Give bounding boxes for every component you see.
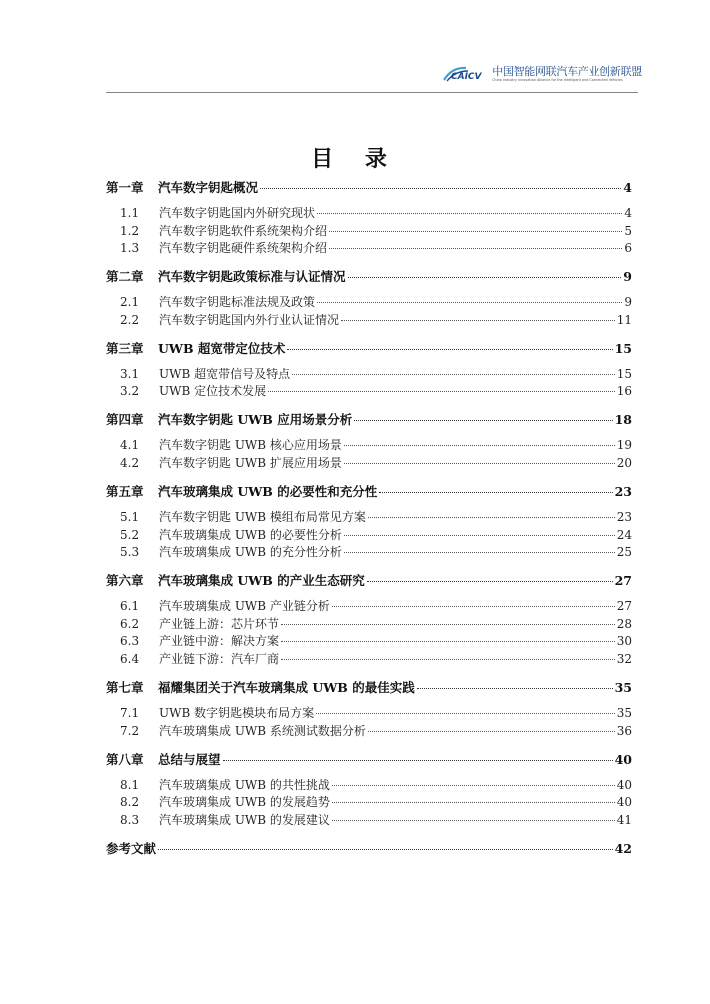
toc-chapter-row[interactable] xyxy=(106,750,632,768)
dot-leader xyxy=(316,713,615,714)
toc-section-row[interactable] xyxy=(106,632,632,649)
toc-page-number: 42 xyxy=(614,840,632,856)
toc-page-number: 23 xyxy=(616,510,632,524)
page-title: 目 录 xyxy=(311,147,399,172)
header-divider xyxy=(106,92,638,93)
toc-title: 汽车玻璃集成 UWB 的必要性分析 xyxy=(159,527,342,542)
dot-leader xyxy=(223,760,613,761)
toc-number: 7.2 xyxy=(120,723,140,738)
toc-title: 汽车数字钥匙概况 xyxy=(158,180,259,195)
toc-page-number: 30 xyxy=(616,634,632,649)
toc-chapter-row[interactable] xyxy=(106,178,632,196)
toc-section-row[interactable] xyxy=(106,722,632,739)
dot-leader xyxy=(281,624,615,625)
toc-page-number: 25 xyxy=(616,545,632,560)
toc-number: 2.1 xyxy=(120,295,140,310)
toc-number: 8.2 xyxy=(120,795,140,810)
toc-title: 产业链上游：芯片环节 xyxy=(159,616,280,631)
toc-title: 汽车玻璃集成 UWB 的产业生态研究 xyxy=(158,573,365,589)
toc-page-number: 27 xyxy=(616,599,632,614)
toc-number: 第八章 xyxy=(106,751,144,767)
toc-title: 产业链中游：解决方案 xyxy=(159,634,280,649)
toc-title: 汽车数字钥匙 UWB 应用场景分析 xyxy=(158,412,353,428)
toc-section-row[interactable] xyxy=(106,382,632,399)
org-name-cn: 中国智能网联汽车产业创新联盟 xyxy=(492,64,642,78)
toc-section-row[interactable] xyxy=(106,222,632,239)
toc-number: 第六章 xyxy=(106,573,144,589)
page-header xyxy=(442,62,642,86)
toc-page-number: 15 xyxy=(614,340,632,356)
toc-title: 汽车数字钥匙国内外研究现状 xyxy=(159,206,316,220)
dot-leader xyxy=(344,552,615,553)
dot-leader xyxy=(317,302,622,303)
toc-page-number: 5 xyxy=(624,223,632,238)
toc-title: UWB 超宽带信号及特点 xyxy=(159,366,291,381)
dot-leader xyxy=(367,581,613,582)
toc-section-row[interactable] xyxy=(106,436,632,453)
toc-title: 参考文献 xyxy=(106,840,157,856)
toc-title: 汽车玻璃集成 UWB 的必要性和充分性 xyxy=(158,484,378,499)
toc-number: 5.3 xyxy=(120,545,140,560)
toc-title: 汽车玻璃集成 UWB 产业链分析 xyxy=(159,599,330,614)
toc-title: 汽车玻璃集成 UWB 的发展建议 xyxy=(159,812,330,827)
toc-title: 汽车数字钥匙 UWB 扩展应用场景 xyxy=(159,456,342,470)
dot-leader xyxy=(260,188,621,189)
toc-number: 7.1 xyxy=(120,706,140,720)
toc-number: 第二章 xyxy=(106,269,144,285)
toc-page-number: 40 xyxy=(614,751,632,767)
toc-title: UWB 定位技术发展 xyxy=(159,384,267,399)
toc-chapter-row[interactable] xyxy=(106,571,632,589)
toc-number: 6.2 xyxy=(120,616,140,631)
logo-text: CAICV xyxy=(451,72,482,82)
toc-page-number: 15 xyxy=(616,366,632,381)
toc-number: 2.2 xyxy=(120,312,140,327)
toc-page-number: 4 xyxy=(623,180,632,195)
toc-section-row[interactable] xyxy=(106,204,632,221)
dot-leader xyxy=(329,231,622,232)
toc-section-row[interactable] xyxy=(106,776,632,793)
toc-section-row[interactable] xyxy=(106,454,632,471)
toc-section-row[interactable] xyxy=(106,239,632,256)
toc-title: 汽车玻璃集成 UWB 的共性挑战 xyxy=(159,777,330,792)
toc-page-number: 16 xyxy=(616,384,632,399)
toc-number: 6.3 xyxy=(120,634,140,649)
toc-section-row[interactable] xyxy=(106,793,632,810)
dot-leader xyxy=(348,277,622,278)
toc-title: UWB 数字钥匙模块布局方案 xyxy=(159,706,315,720)
toc-page-number: 27 xyxy=(614,573,632,589)
toc-number: 5.2 xyxy=(120,527,140,542)
dot-leader xyxy=(287,349,612,350)
dot-leader xyxy=(332,820,615,821)
toc-number: 1.3 xyxy=(120,241,140,256)
toc-page-number: 40 xyxy=(616,777,632,792)
toc-section-row[interactable] xyxy=(106,311,632,328)
toc-chapter-row[interactable] xyxy=(106,678,632,696)
toc-title: 汽车数字钥匙 UWB 核心应用场景 xyxy=(159,438,342,453)
toc-page-number: 18 xyxy=(614,412,632,428)
toc-title: 汽车数字钥匙 UWB 模组布局常见方案 xyxy=(159,510,366,524)
toc-section-row[interactable] xyxy=(106,293,632,310)
org-name-en: China Industry Innovation Alliance for the Intelligent and Connected Vehicles xyxy=(492,77,623,82)
dot-leader xyxy=(379,492,612,493)
toc-chapter-row[interactable] xyxy=(106,839,632,857)
toc-page-number: 32 xyxy=(616,652,632,666)
toc-chapter-row[interactable] xyxy=(106,482,632,500)
toc-section-row[interactable] xyxy=(106,615,632,632)
toc-title: 汽车数字钥匙硬件系统架构介绍 xyxy=(159,241,328,256)
toc-page-number: 11 xyxy=(616,312,632,327)
toc-section-row[interactable] xyxy=(106,597,632,614)
dot-leader xyxy=(344,445,615,446)
dot-leader xyxy=(332,785,615,786)
toc-title: 汽车数字钥匙国内外行业认证情况 xyxy=(159,312,340,327)
dot-leader xyxy=(281,641,615,642)
toc-title: 汽车玻璃集成 UWB 的充分性分析 xyxy=(159,545,342,560)
dot-leader xyxy=(344,535,615,536)
toc-number: 1.1 xyxy=(120,206,140,220)
toc-page-number: 9 xyxy=(623,269,632,285)
toc-page-number: 35 xyxy=(616,706,632,720)
toc-section-row[interactable] xyxy=(106,526,632,543)
toc-number: 3.2 xyxy=(120,384,140,399)
toc-title: 汽车数字钥匙软件系统架构介绍 xyxy=(159,223,328,238)
toc-section-row[interactable] xyxy=(106,704,632,721)
toc-page-number: 4 xyxy=(624,206,632,220)
dot-leader xyxy=(281,659,615,660)
toc-title: 汽车玻璃集成 UWB 系统测试数据分析 xyxy=(159,723,366,738)
dot-leader xyxy=(368,731,615,732)
toc-number: 第一章 xyxy=(106,180,144,195)
toc-page-number: 20 xyxy=(616,456,632,470)
toc-number: 8.1 xyxy=(120,777,140,792)
dot-leader xyxy=(268,391,615,392)
toc-section-row[interactable] xyxy=(106,811,632,828)
toc-page-number: 9 xyxy=(624,295,632,310)
toc-page-number: 6 xyxy=(624,241,632,256)
toc-page-number: 19 xyxy=(616,438,632,453)
toc-section-row[interactable] xyxy=(106,508,632,525)
dot-leader xyxy=(354,420,612,421)
dot-leader xyxy=(332,802,615,803)
toc-number: 4.1 xyxy=(120,438,140,453)
toc-title: 总结与展望 xyxy=(158,751,221,767)
toc-number: 第七章 xyxy=(106,680,144,695)
toc-title: 汽车玻璃集成 UWB 的发展趋势 xyxy=(159,795,330,810)
toc-number: 第四章 xyxy=(106,412,144,428)
toc-page-number: 40 xyxy=(616,795,632,810)
dot-leader xyxy=(158,849,613,850)
toc-section-row[interactable] xyxy=(106,543,632,560)
toc-number: 4.2 xyxy=(120,456,140,470)
toc-number: 8.3 xyxy=(120,812,140,827)
toc-number: 1.2 xyxy=(120,223,140,238)
toc-title: 汽车数字钥匙政策标准与认证情况 xyxy=(158,269,346,285)
dot-leader xyxy=(292,374,615,375)
dot-leader xyxy=(329,248,622,249)
dot-leader xyxy=(417,688,613,689)
toc-chapter-row[interactable] xyxy=(106,267,632,285)
toc-title: UWB 超宽带定位技术 xyxy=(158,340,286,356)
toc-title: 汽车数字钥匙标准法规及政策 xyxy=(159,295,316,310)
toc-number: 第五章 xyxy=(106,484,144,499)
toc-chapter-row[interactable] xyxy=(106,410,632,428)
toc-page-number: 41 xyxy=(616,812,632,827)
toc-page-number: 36 xyxy=(616,723,632,738)
toc-number: 第三章 xyxy=(106,340,144,356)
toc-page-number: 23 xyxy=(614,484,632,499)
toc-page-number: 28 xyxy=(616,616,632,631)
dot-leader xyxy=(368,517,615,518)
toc-number: 5.1 xyxy=(120,510,140,524)
toc-page-number: 35 xyxy=(614,680,632,695)
dot-leader xyxy=(344,463,615,464)
toc-number: 6.1 xyxy=(120,599,140,614)
toc-title: 产业链下游：汽车厂商 xyxy=(159,652,280,666)
dot-leader xyxy=(341,320,615,321)
toc-section-row[interactable] xyxy=(106,365,632,382)
dot-leader xyxy=(332,606,615,607)
toc-page-number: 24 xyxy=(616,527,632,542)
dot-leader xyxy=(317,213,622,214)
toc-title: 福耀集团关于汽车玻璃集成 UWB 的最佳实践 xyxy=(158,680,415,695)
caicv-logo-icon xyxy=(442,65,486,83)
toc-chapter-row[interactable] xyxy=(106,339,632,357)
toc-section-row[interactable] xyxy=(106,650,632,667)
toc-number: 6.4 xyxy=(120,652,140,666)
toc-number: 3.1 xyxy=(120,366,140,381)
